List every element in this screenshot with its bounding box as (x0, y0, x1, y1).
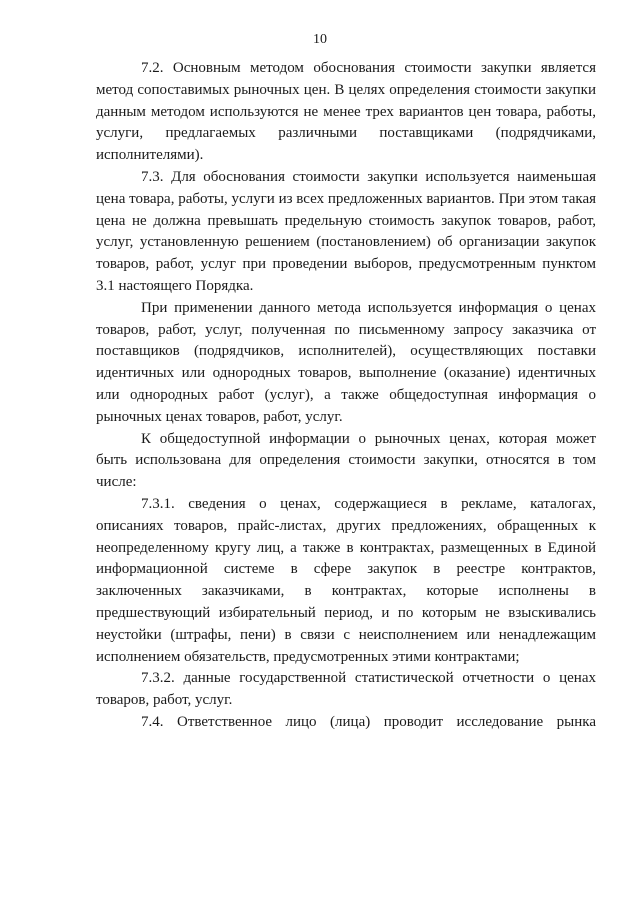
paragraph-7-4: 7.4. Ответственное лицо (лица) проводит исследование рынка (141, 713, 596, 730)
paragraph-7-3-2: 7.3.2. данные государственной статистической отчетности о ценах товаров, работ, услуг. (96, 670, 596, 709)
paragraph-7-3-1: 7.3.1. сведения о ценах, содержащиеся в рекламе, каталогах, описаниях товаров, прайс-листах, других предложениях, обращенных к неопределенному кругу лиц, а также в контрактах, размещенных в Единой информационной системе в сфере закупок в реестре контрактов, заключенных заказчиками, в контрактах, которые исполнены в предшествующий избирательный период, и по которым не взыскивались неустойки (штрафы, пени) в связи с неисполнением или ненадлежащим исполнением обязательств, предусмотренных этими контрактами; (96, 495, 596, 665)
document-body (96, 58, 596, 734)
paragraph-7-2: 7.2. Основным методом обоснования стоимости закупки является метод сопоставимых рыночных цен. В целях определения стоимости закупки данным методом используются не менее трех вариантов цен товара, работы, услуги, предлагаемых различными поставщиками (подрядчиками, исполнителями). (96, 60, 596, 164)
page-number: 10 (313, 32, 327, 47)
paragraph-method-info: При применении данного метода используется информация о ценах товаров, работ, услуг, полученная по письменному запросу заказчика от поставщиков (подрядчиков, исполнителей), осуществляющих поставки идентичных или однородных товаров, выполнение (оказание) идентичных или однородных работ (услуг), а также общедоступная информация о рыночных ценах товаров, работ, услуг. (96, 299, 596, 425)
paragraph-public-info: К общедоступной информации о рыночных ценах, которая может быть использована для определения стоимости закупки, относятся в том числе: (96, 430, 596, 491)
paragraph-7-3: 7.3. Для обоснования стоимости закупки используется наименьшая цена товара, работы, услуги из всех предложенных вариантов. При этом такая цена не должна превышать предельную стоимость закупок товаров, работ, услуг, установленную решением (постановлением) об организации закупок товаров, работ, услуг при проведении выборов, предусмотренным пунктом 3.1 настоящего Порядка. (96, 168, 596, 294)
